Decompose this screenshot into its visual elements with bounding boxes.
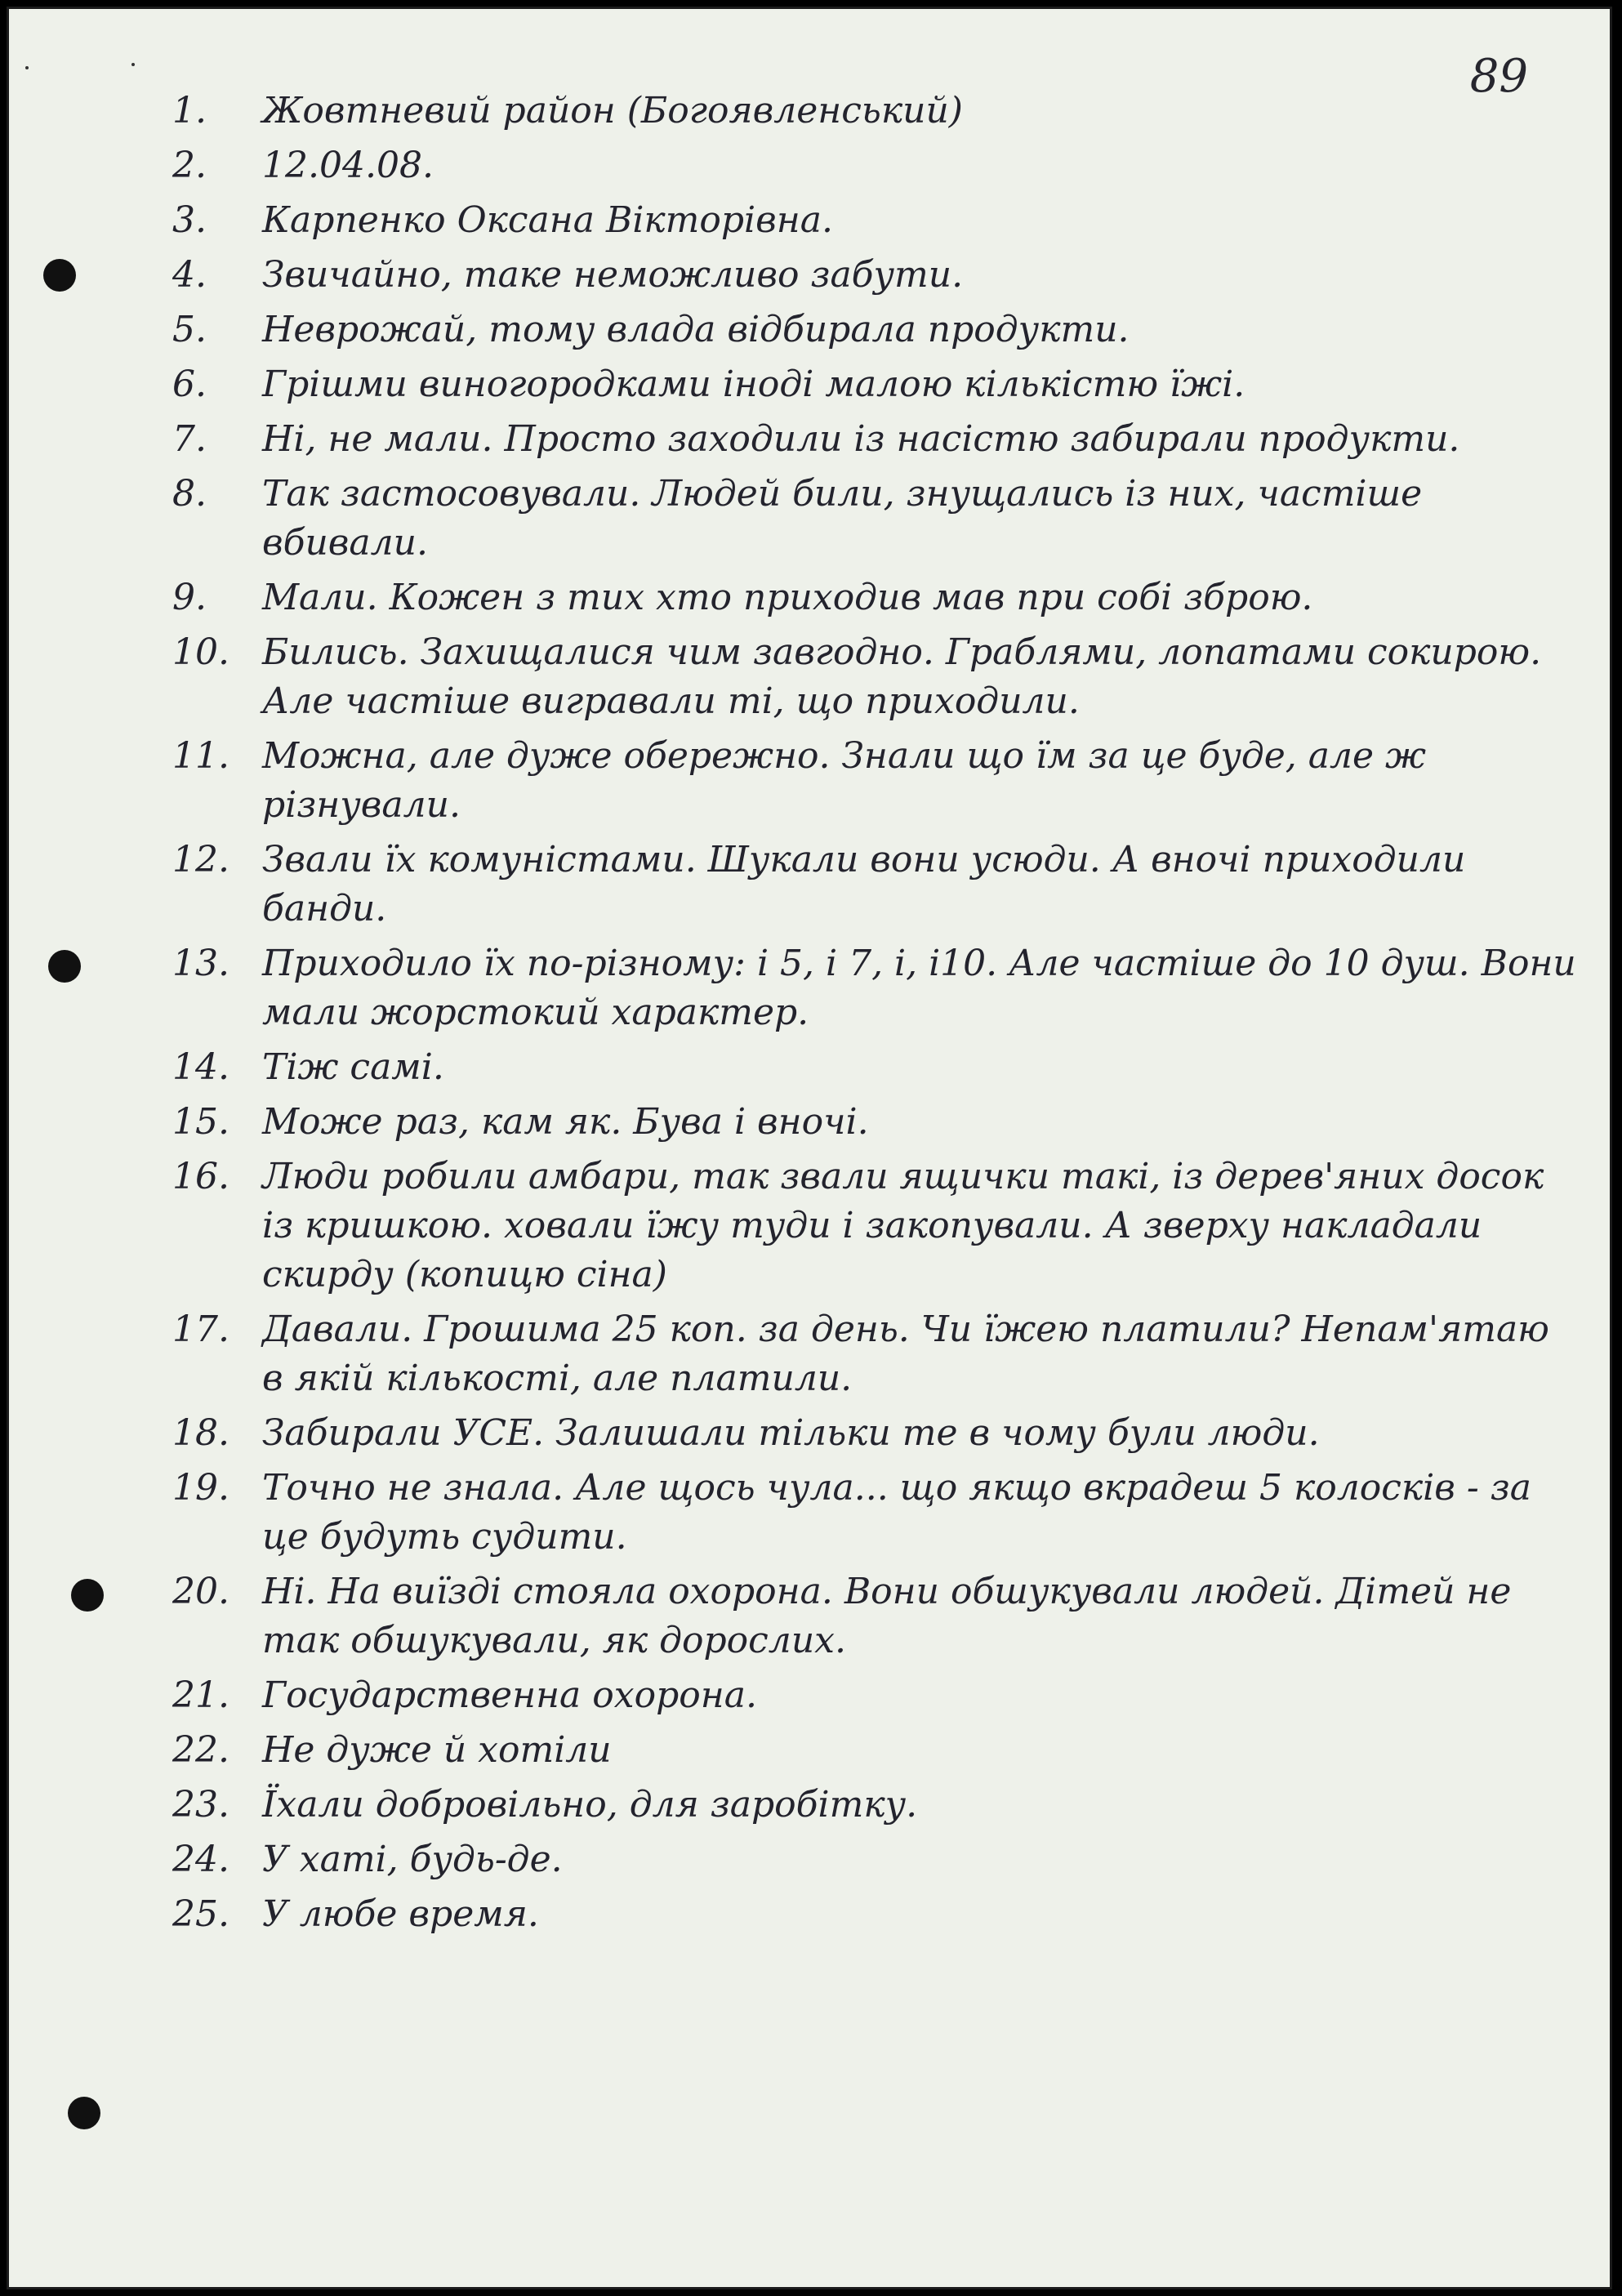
answer-text: Карпенко Оксана Вікторівна.: [262, 199, 833, 241]
answer-item: [172, 939, 1577, 1037]
answer-number: 12.: [172, 839, 229, 881]
answer-number: 3.: [172, 199, 207, 241]
answer-number: 10.: [172, 631, 229, 673]
answer-number: 21.: [172, 1674, 229, 1716]
answer-text: Бились. Захищалися чим завгодно. Граблями, лопатами сокирою. Але частіше вигравали ті, що приходили.: [262, 631, 1542, 722]
answer-text: Ні, не мали. Просто заходили із насістю забирали продукти.: [262, 418, 1460, 460]
answer-text: Може раз, кам як. Бува і вночі.: [262, 1101, 869, 1143]
stray-mark: [25, 66, 29, 69]
answer-text: Так застосовували. Людей били, знущались із них, частіше вбивали.: [262, 473, 1423, 564]
answer-text: Жовтневий район (Богоявленський): [262, 90, 963, 132]
answer-text: Звичайно, таке неможливо забути.: [262, 254, 964, 296]
answer-text: 12.04.08.: [262, 145, 434, 186]
answer-item: [172, 573, 1577, 622]
answer-text: Забирали УСЕ. Залишали тільки те в чому були люди.: [262, 1412, 1320, 1454]
answer-item: [172, 1098, 1577, 1147]
answer-number: 1.: [172, 90, 207, 132]
answer-number: 9.: [172, 577, 207, 618]
answer-text: Тіж самі.: [262, 1046, 444, 1088]
answer-item: [172, 360, 1577, 409]
answer-item: [172, 1726, 1577, 1775]
answer-item: [172, 415, 1577, 464]
page-number: 89: [1469, 50, 1528, 103]
answer-text: Їхали добровільно, для заробітку.: [262, 1784, 918, 1826]
answer-item: [172, 470, 1577, 568]
answer-text: Мали. Кожен з тих хто приходив мав при собі зброю.: [262, 577, 1313, 618]
answer-number: 14.: [172, 1046, 229, 1088]
answer-text: Давали. Грошима 25 коп. за день. Чи їжею платили? Непам'ятаю в якій кількості, але платили.: [262, 1308, 1549, 1399]
answer-text: Неврожай, тому влада відбирала продукти.: [262, 309, 1130, 350]
answer-number: 16.: [172, 1156, 229, 1197]
answer-number: 17.: [172, 1308, 229, 1350]
answer-number: 5.: [172, 309, 207, 350]
answer-list: [172, 87, 1577, 1945]
answer-item: [172, 305, 1577, 354]
answer-number: 6.: [172, 363, 207, 405]
answer-item: [172, 1305, 1577, 1403]
answer-item: [172, 1152, 1577, 1300]
answer-number: 20.: [172, 1571, 229, 1612]
answer-item: [172, 628, 1577, 726]
punch-hole: [43, 259, 76, 292]
stray-mark: [131, 63, 135, 66]
answer-number: 11.: [172, 735, 229, 777]
punch-hole: [68, 2097, 100, 2129]
answer-number: 8.: [172, 473, 207, 515]
answer-text: Можна, але дуже обережно. Знали що їм за це буде, але ж різнували.: [262, 735, 1427, 826]
answer-number: 22.: [172, 1729, 229, 1771]
answer-item: [172, 1043, 1577, 1092]
answer-text: Не дуже й хотіли: [262, 1729, 612, 1771]
answer-number: 13.: [172, 943, 229, 984]
answer-item: [172, 1781, 1577, 1830]
answer-text: Приходило їх по-різному: і 5, і 7, і, і10. Але частіше до 10 душ. Вони мали жорстокий характер.: [262, 943, 1576, 1033]
answer-item: [172, 196, 1577, 245]
answer-item: [172, 251, 1577, 300]
answer-item: [172, 141, 1577, 190]
answer-text: У хаті, будь-де.: [262, 1839, 563, 1880]
punch-hole: [48, 950, 81, 983]
answer-item: [172, 1464, 1577, 1562]
answer-number: 2.: [172, 145, 207, 186]
answer-text: Звали їх комуністами. Шукали вони усюди. А вночі приходили банди.: [262, 839, 1466, 930]
answer-text: У любе время.: [262, 1893, 539, 1935]
answer-item: [172, 1835, 1577, 1884]
answer-number: 15.: [172, 1101, 229, 1143]
answer-text: Ні. На виїзді стояла охорона. Вони обшукували людей. Дітей не так обшукували, як дорослих.: [262, 1571, 1512, 1661]
answer-text: Грішми виногородками іноді малою кількістю їжі.: [262, 363, 1245, 405]
answer-text: Государственна охорона.: [262, 1674, 757, 1716]
answer-number: 18.: [172, 1412, 229, 1454]
answer-number: 23.: [172, 1784, 229, 1826]
answer-text: Точно не знала. Але щось чула... що якщо вкрадеш 5 колосків - за це будуть судити.: [262, 1467, 1531, 1558]
answer-item: [172, 732, 1577, 830]
answer-item: [172, 1409, 1577, 1458]
answer-item: [172, 87, 1577, 136]
answer-number: 24.: [172, 1839, 229, 1880]
answer-item: [172, 1567, 1577, 1665]
handwritten-page: [7, 7, 1612, 2289]
punch-hole: [71, 1579, 104, 1612]
answer-number: 19.: [172, 1467, 229, 1509]
answer-item: [172, 1671, 1577, 1720]
answer-number: 7.: [172, 418, 207, 460]
answer-number: 4.: [172, 254, 207, 296]
answer-number: 25.: [172, 1893, 229, 1935]
answer-item: [172, 1890, 1577, 1939]
answer-text: Люди робили амбари, так звали ящички такі, із дерев'яних досок із кришкою. ховали їжу туди і закопували. А зверху накладали скирду (копицю сіна): [262, 1156, 1544, 1295]
answer-item: [172, 836, 1577, 934]
